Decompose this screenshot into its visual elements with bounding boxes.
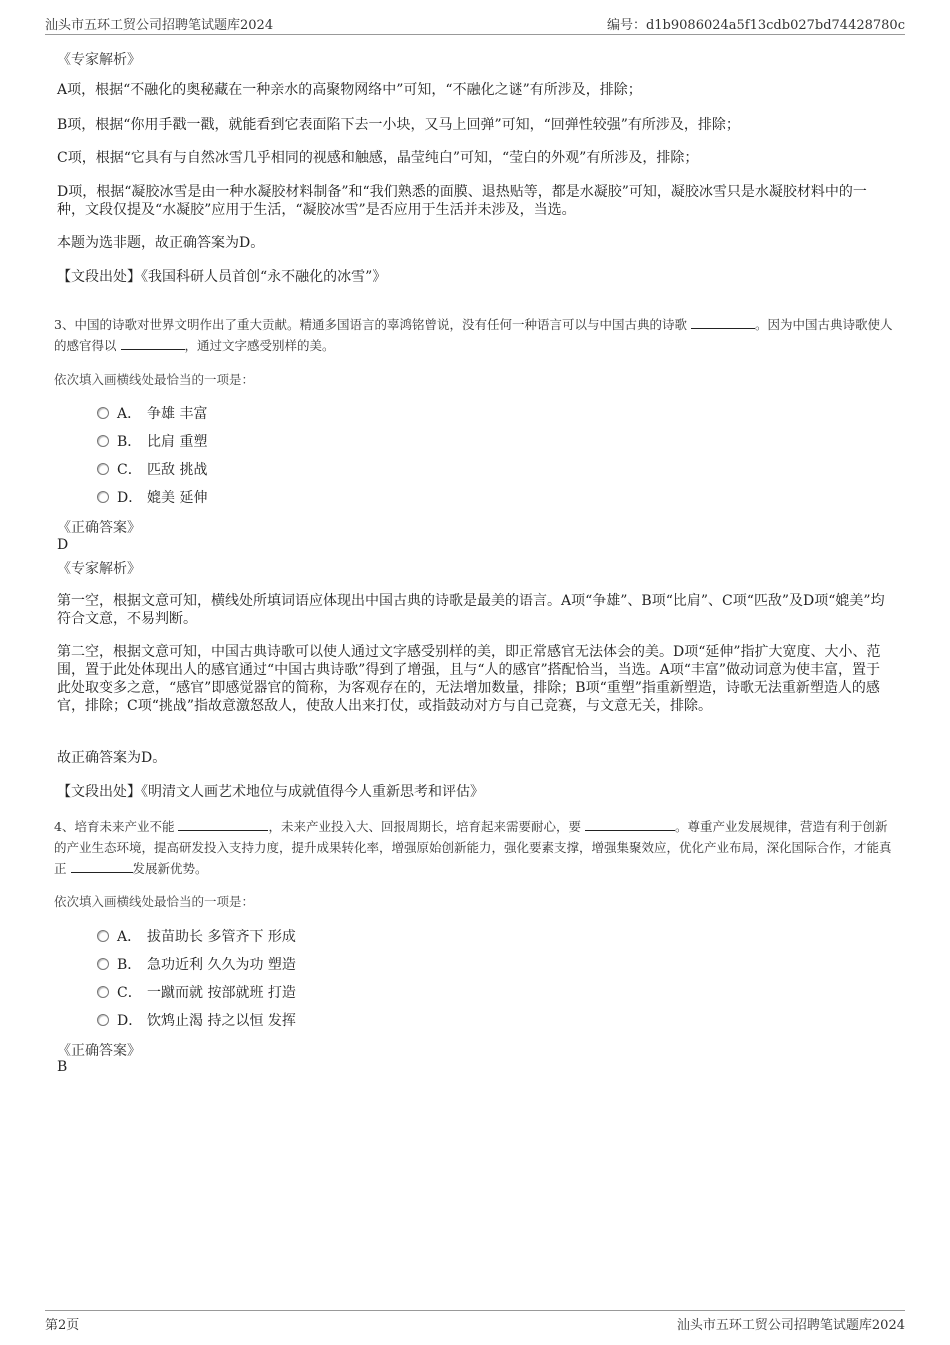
q2-analysis-c: C项，根据“它具有与自然冰雪几乎相同的视感和触感，晶莹纯白”可知，“莹白的外观”有所涉及，排除；: [57, 150, 699, 166]
option-text: 一蹴而就 按部就班 打造: [147, 985, 296, 1001]
q3-stem-part2: 。因为中国古典诗歌使人的感官得以: [54, 317, 893, 353]
page-header: [45, 14, 905, 35]
option-letter: D．: [117, 490, 143, 506]
q4-blank-3: [71, 860, 133, 873]
q2-analysis-label: 《专家解析》: [57, 52, 141, 68]
q3-stem: [54, 314, 894, 356]
q3-source: 【文段出处】《明清文人画艺术地位与成就值得今人重新思考和评估》: [57, 784, 484, 800]
radio-icon[interactable]: [97, 986, 109, 998]
q2-analysis-b: B项，根据“你用手戳一戳，就能看到它表面陷下去一小块，又马上回弹”可知，“回弹性较强”有所涉及，排除；: [57, 117, 740, 133]
q3-conclusion: 故正确答案为D。: [57, 750, 167, 766]
header-title: 汕头市五环工贸公司招聘笔试题库2024: [45, 18, 274, 33]
q4-blank-2: [585, 818, 675, 831]
q4-stem-part2: ，未来产业投入大、回报周期长，培育起来需要耐心，要: [268, 819, 581, 834]
radio-icon[interactable]: [97, 491, 109, 503]
option-text: 饮鸩止渴 持之以恒 发挥: [147, 1013, 296, 1029]
option-text: 急功近利 久久为功 塑造: [147, 957, 296, 973]
q4-blank-1: [178, 818, 268, 831]
q3-analysis-p2: 第二空，根据文意可知，中国古典诗歌可以使人通过文字感受别样的美，即正常感官无法体会的美。D项“延伸”指扩大宽度、大小、范围，置于此处体现出人的感官通过“中国古典诗歌”得到了增强，且与“人的感官”搭配恰当，当选。A项“丰富”做动词意为使丰富，置于此处取变多之意，“感官”即感觉器官的简称，为客观存在的，无法增加数量，排除；B项“重塑”指重新塑造，诗歌无法重新塑造人的感官，排除；C项“挑战”指故意激怒敌人，使敌人出来打仗，或指鼓动对方与自己竞赛，与文意无关，排除。: [57, 644, 881, 714]
q3-analysis-p1: 第一空，根据文意可知，横线处所填词语应体现出中国古典的诗歌是最美的语言。A项“争雄”、B项“比肩”、C项“匹敌”及D项“媲美”均符合文意，不易判断。: [57, 593, 885, 627]
page-number: 第2页: [45, 1318, 80, 1333]
q3-stem-part1: 3、中国的诗歌对世界文明作出了重大贡献。精通多国语言的辜鸿铭曾说，没有任何一种语言可以与中国古典的诗歌: [54, 317, 687, 332]
option-text: 匹敌 挑战: [147, 462, 208, 478]
q4-instruction: 依次填入画横线处最恰当的一项是：: [54, 894, 255, 909]
q2-conclusion: 本题为选非题，故正确答案为D。: [57, 235, 265, 251]
radio-icon[interactable]: [97, 958, 109, 970]
header-doc-id: 编号：d1b9086024a5f13cdb027bd74428780c: [606, 18, 905, 33]
option-letter: B．: [117, 434, 142, 450]
q4-stem-part1: 4、培育未来产业不能: [54, 819, 175, 834]
radio-icon[interactable]: [97, 435, 109, 447]
q3-instruction: 依次填入画横线处最恰当的一项是：: [54, 372, 255, 387]
q2-analysis-a: A项，根据“不融化的奥秘藏在一种亲水的高聚物网络中”可知，“不融化之谜”有所涉及，排除；: [57, 82, 642, 98]
option-text: 争雄 丰富: [147, 406, 208, 422]
option-text: 比肩 重塑: [147, 434, 208, 450]
radio-icon[interactable]: [97, 1014, 109, 1026]
footer-title: 汕头市五环工贸公司招聘笔试题库2024: [676, 1318, 905, 1333]
option-letter: C．: [117, 462, 142, 478]
option-text: 拔苗助长 多管齐下 形成: [147, 929, 296, 945]
q3-stem-part3: ，通过文字感受别样的美。: [184, 338, 335, 353]
radio-icon[interactable]: [97, 930, 109, 942]
q4-answer: B: [57, 1059, 68, 1075]
option-letter: B．: [117, 957, 142, 973]
option-letter: A．: [117, 929, 142, 945]
q2-analysis-d: D项，根据“凝胶冰雪是由一种水凝胶材料制备”和“我们熟悉的面膜、退热贴等，都是水凝胶”可知，凝胶冰雪只是水凝胶材料中的一种，文段仅提及“水凝胶”应用于生活，“凝胶冰雪”是否应用于生活并未涉及，当选。: [57, 184, 867, 218]
q3-answer: D: [57, 537, 69, 553]
q4-stem: [54, 816, 894, 879]
q2-source: 【文段出处】《我国科研人员首创“永不融化的冰雪”》: [57, 269, 387, 285]
q3-answer-label: 《正确答案》: [57, 520, 141, 536]
q3-blank-1: [691, 316, 755, 329]
option-text: 媲美 延伸: [147, 490, 208, 506]
option-letter: C．: [117, 985, 142, 1001]
q4-stem-part3: 。尊重产业发展规律，营造有利于创新的产业生态环境，提高研发投入支持力度，提升成果转化率，增强原始创新能力，强化要素支撑，增强集聚效应，优化产业布局，深化国际合作，才能真正: [54, 819, 892, 876]
option-letter: A．: [117, 406, 142, 422]
radio-icon[interactable]: [97, 407, 109, 419]
page-footer: [45, 1310, 905, 1333]
q3-blank-2: [121, 337, 185, 350]
q4-answer-label: 《正确答案》: [57, 1043, 141, 1059]
q3-analysis-label: 《专家解析》: [57, 561, 141, 577]
q4-stem-part4: 发展新优势。: [132, 861, 208, 876]
option-letter: D．: [117, 1013, 143, 1029]
radio-icon[interactable]: [97, 463, 109, 475]
